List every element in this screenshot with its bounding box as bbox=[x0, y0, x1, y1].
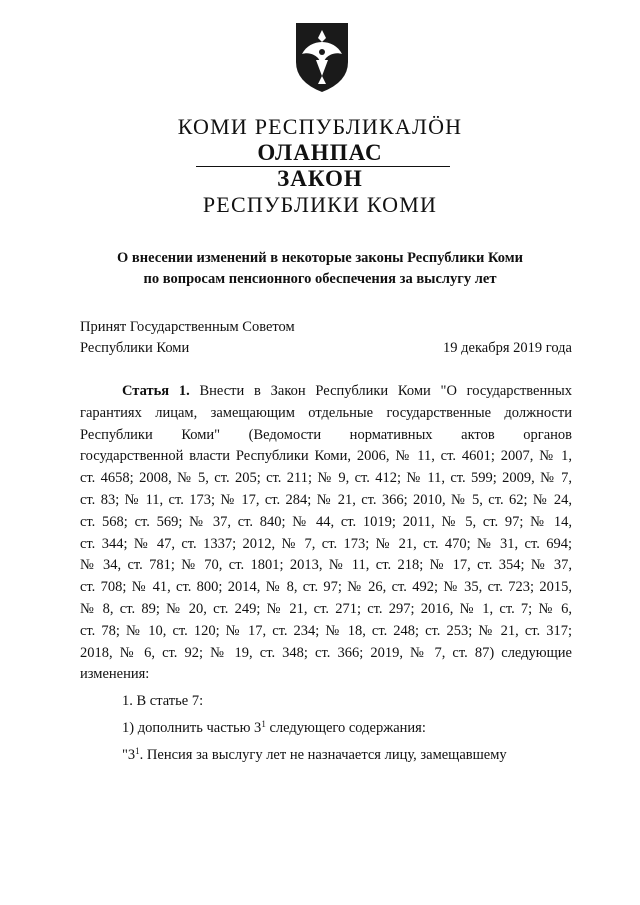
article-line: № 34, ст. 781; № 70, ст. 1801; 2013, № 11, ст. 218; № 17, ст. 354; № 37, bbox=[80, 557, 572, 574]
law-title-line: О внесении изменений в некоторые законы Республики Коми bbox=[117, 250, 523, 266]
article-line: гарантиях лицам, замещающим отдельные государственные должности bbox=[80, 404, 572, 421]
adoption-block bbox=[80, 317, 572, 359]
article-line: ст. 78; № 10, ст. 120; № 17, ст. 234; № 18, ст. 248; ст. 253; № 21, ст. 317; bbox=[80, 622, 572, 639]
article-line: 2018, № 6, ст. 92; № 19, ст. 348; ст. 366; 2019, № 7, ст. 87) следующие bbox=[80, 644, 572, 661]
item-line: 1. В статье 7: bbox=[122, 693, 204, 710]
article-body bbox=[80, 381, 572, 767]
quote-line: "$3^1$. Пенсия за выслугу лет не назначается лицу, замещавшему bbox=[122, 745, 507, 763]
subitem-line: 1) дополнить частью $3^1$ следующего содержания: bbox=[122, 718, 426, 736]
article-line: ст. 4658; 2008, № 5, ст. 205; ст. 211; № 9, ст. 412; № 11, ст. 599; 2009, № 7, bbox=[80, 470, 572, 487]
adoption-date: 19 декабря 2019 года bbox=[443, 340, 572, 356]
article-line: ст. 344; № 47, ст. 1337; 2012, № 7, ст. 173; № 21, ст. 470; № 31, ст. 694; bbox=[80, 535, 572, 552]
article-line: государственной власти Республики Коми, 2006, № 11, ст. 4601; 2007, № 1, bbox=[80, 448, 572, 465]
article-line: ст. 568; ст. 569; № 37, ст. 840; № 44, ст. 1019; 2011, № 5, ст. 97; № 14, bbox=[80, 513, 572, 530]
article-line: № 8, ст. 89; № 20, ст. 249; № 21, ст. 271; ст. 297; 2016, № 1, ст. 7; № 6, bbox=[80, 600, 572, 617]
adoption-line: Принят Государственным Советом bbox=[80, 319, 295, 335]
law-title-line: по вопросам пенсионного обеспечения за выслугу лет bbox=[143, 271, 497, 287]
header-line-zakon: ЗАКОН bbox=[277, 166, 363, 191]
article-line: ст. 83; № 11, ст. 173; № 17, ст. 284; № 21, ст. 366; 2010, № 5, ст. 62; № 24, bbox=[80, 491, 572, 508]
article-text: Внести в Закон Республики Коми "О государственных bbox=[199, 383, 572, 399]
adoption-line: Республики Коми bbox=[80, 340, 190, 356]
article-line: изменения: bbox=[80, 666, 150, 683]
article-label: Статья 1. bbox=[122, 383, 190, 399]
law-title bbox=[0, 248, 640, 290]
header-line-olanpas: ОЛАНПАС bbox=[257, 140, 383, 165]
article-line bbox=[80, 381, 572, 403]
header-line-komi: КОМИ РЕСПУБЛИКАЛӦН bbox=[177, 114, 463, 139]
coat-of-arms-emblem bbox=[292, 20, 352, 94]
article-line: ст. 708; № 41, ст. 800; 2014, № 8, ст. 97; № 26, ст. 492; № 35, ст. 723; 2015, bbox=[80, 579, 572, 596]
article-line: Республики Коми" (Ведомости нормативных актов органов bbox=[80, 426, 572, 443]
header-line-republic: РЕСПУБЛИКИ КОМИ bbox=[202, 192, 438, 217]
